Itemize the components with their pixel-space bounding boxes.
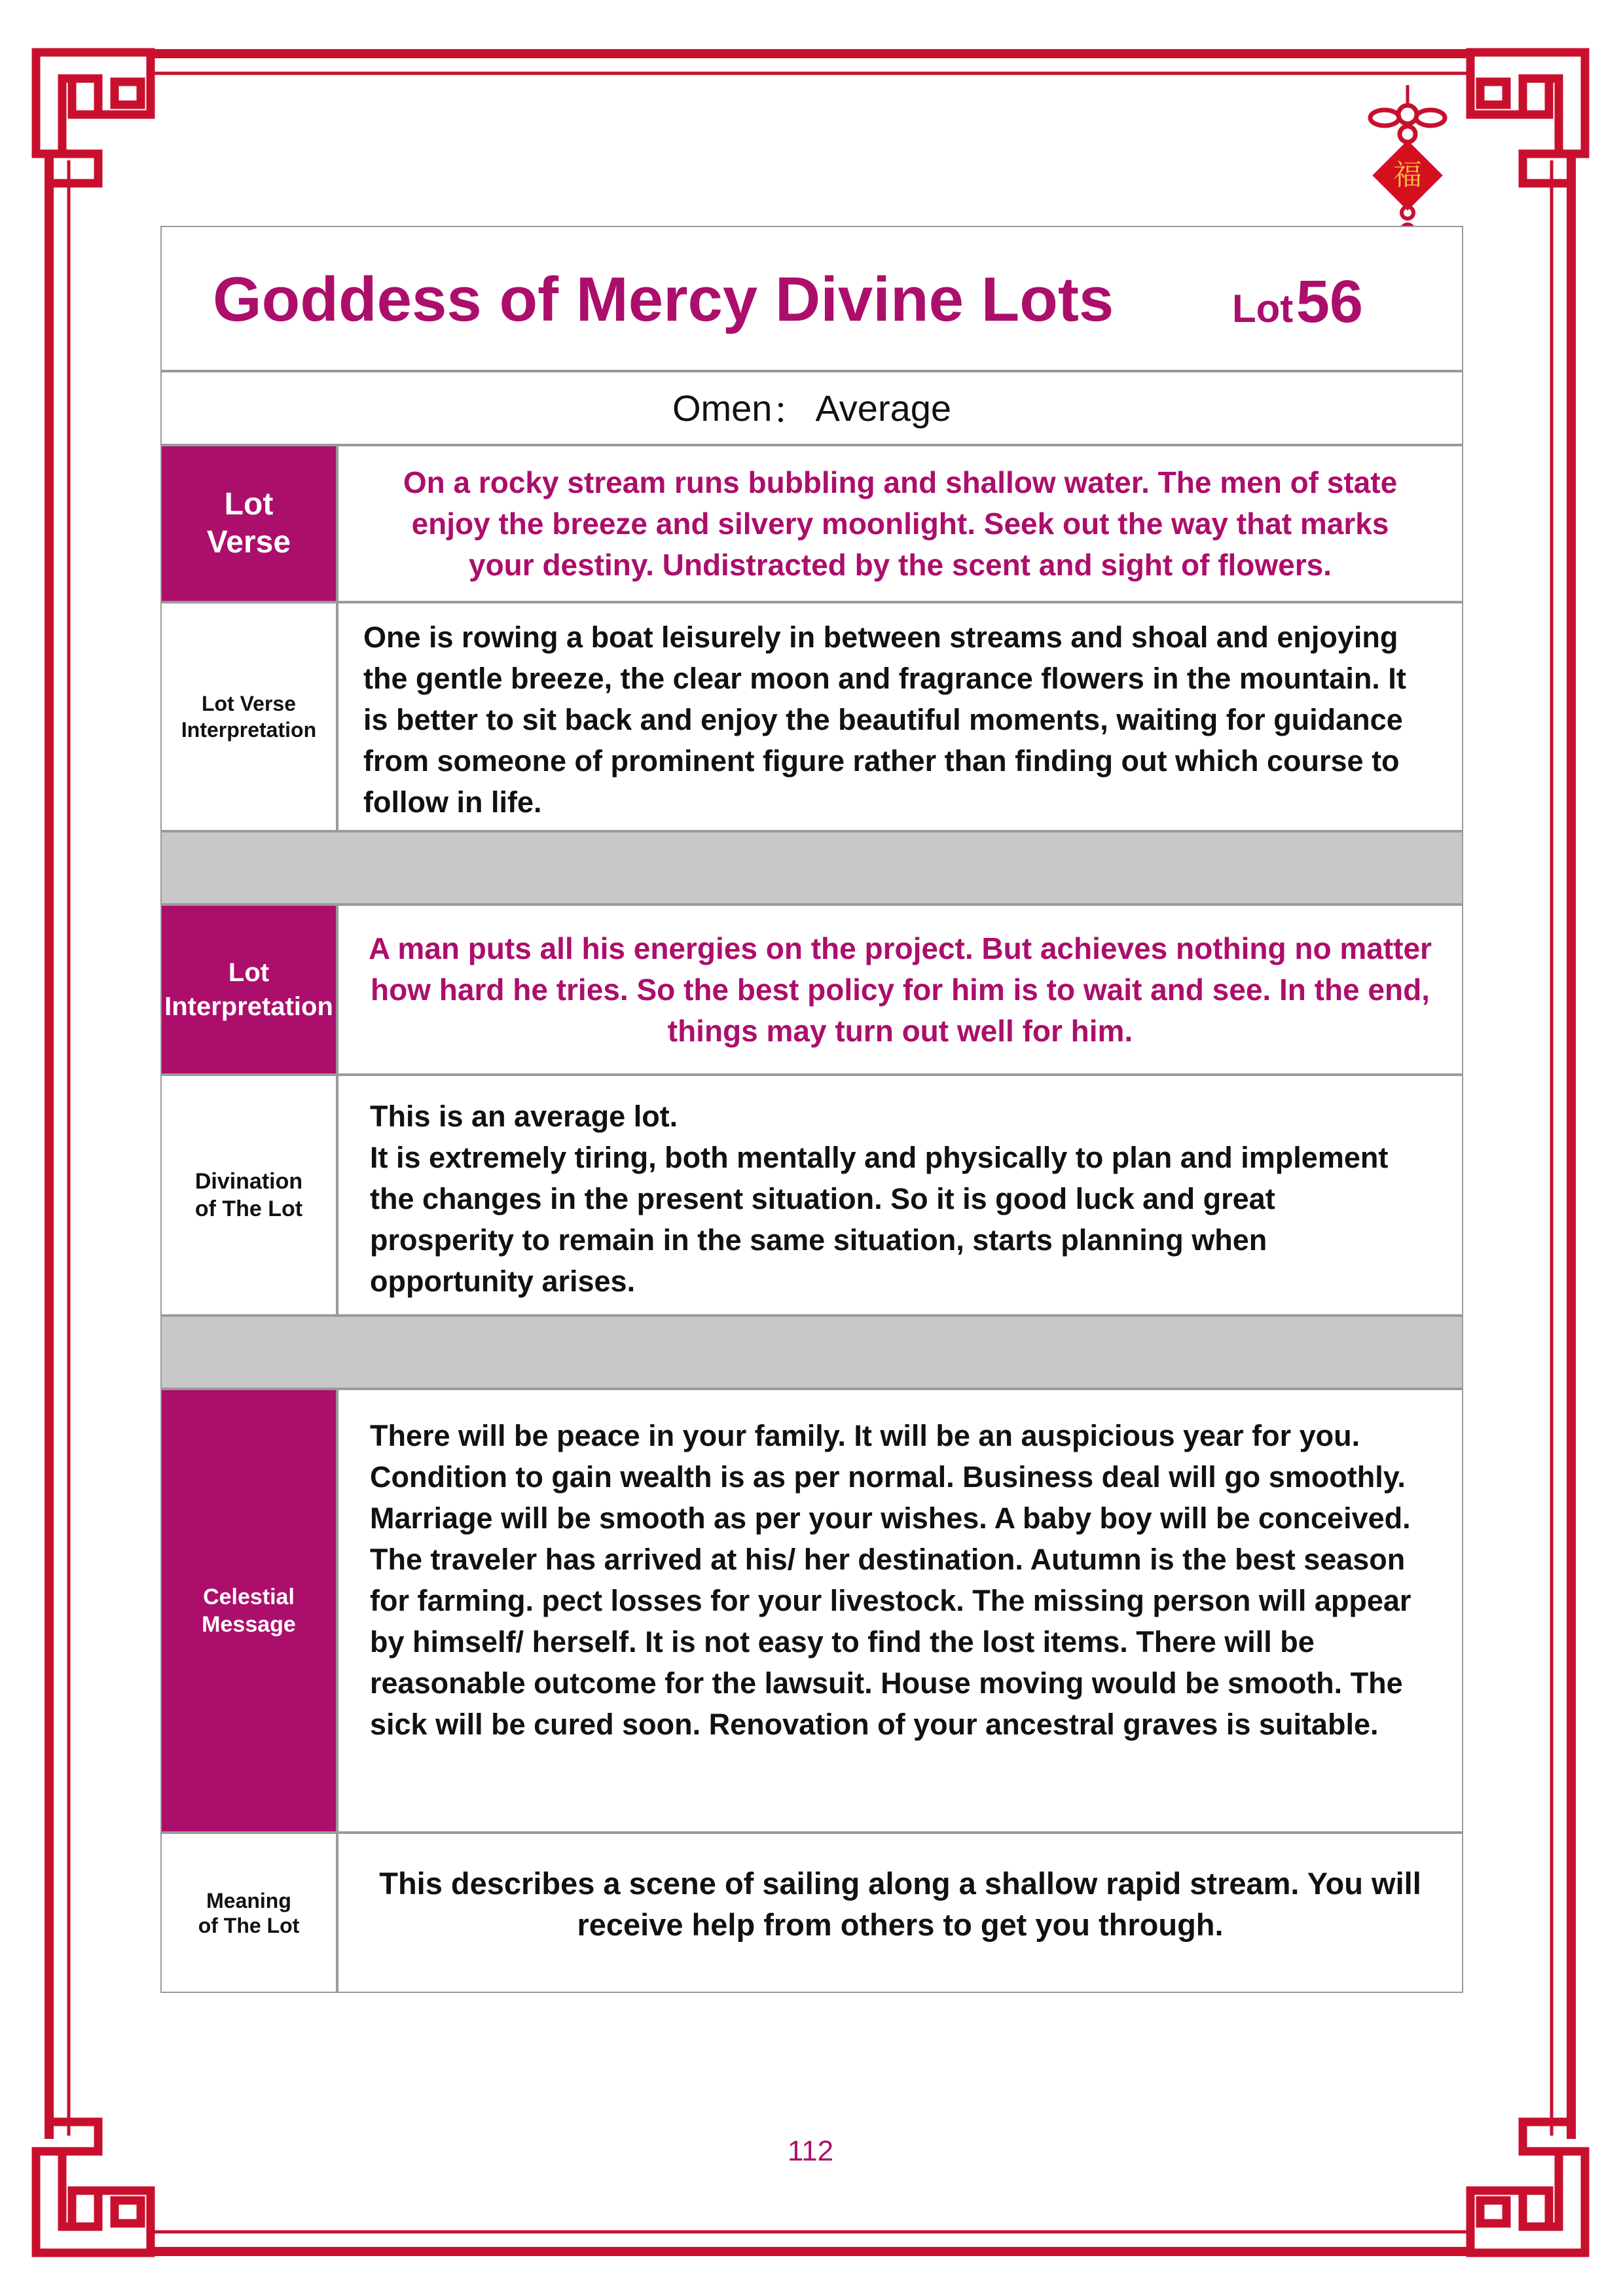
lvi-text-body: One is rowing a boat leisurely in between streams and shoal and enjoying the gentle breeze, the clear moon and fragrance flowers in the mountain. It is better to sit back and enjoy the beautiful moments, waiting for guidance from someone of prominent figure rather than finding out which course to follow in life. — [363, 620, 1406, 819]
meaning-label-line2: of The Lot — [198, 1913, 300, 1937]
title-row — [160, 226, 1463, 371]
meaning-label-line1: Meaning — [206, 1888, 291, 1912]
meaning-text-body: This describes a scene of sailing along a shallow rapid stream. You will receive help from others to get you through. — [379, 1866, 1421, 1942]
divination-body: It is extremely tiring, both mentally and physically to plan and implement the changes in the present situation. So it is good luck and great prosperity to remain in the same situation, starts planning when opportunity arises. — [370, 1141, 1389, 1298]
divination-label — [160, 1075, 337, 1316]
cm-label-line1: Celestial — [203, 1585, 295, 1609]
page-number: 112 — [787, 2135, 834, 2167]
omen-value: Average — [815, 387, 952, 429]
section-divider-2 — [160, 1316, 1463, 1389]
li-text-body: A man puts all his energies on the project. But achieves nothing no matter how hard he tries. So the best policy for him is to wait and see. In the end, things may turn out well for him. — [369, 931, 1432, 1048]
lot-verse-interpretation-text — [337, 602, 1463, 831]
lot-verse-interpretation-label — [160, 602, 337, 831]
celestial-message-text — [337, 1389, 1463, 1833]
lot-table — [160, 226, 1463, 1993]
omen-row — [160, 371, 1463, 445]
lot-label: Lot — [1232, 287, 1294, 331]
lvi-label-line2: Interpretation — [181, 718, 317, 742]
omen-label: Omen — [672, 387, 773, 429]
omen-separator: ： — [772, 389, 809, 431]
lot-verse-label — [160, 445, 337, 602]
divination-text — [337, 1075, 1463, 1316]
lvi-label-line1: Lot Verse — [201, 692, 297, 715]
lot-interpretation-text — [337, 905, 1463, 1075]
meaning-text — [337, 1833, 1463, 1993]
lot-interpretation-label — [160, 905, 337, 1075]
cm-text-body: There will be peace in your family. It will be an auspicious year for you. Condition to gain wealth is as per normal. Business deal will go smoothly. Marriage will be smooth as per your wishes. A baby boy will be conceived. The traveler has arrived at his/ her destination. Autumn is the best season for farming. pect losses for your livestock. The missing person will appear by himself/ herself. It is not easy to find the lost items. There will be reasonable outcome for the lawsuit. House moving would be smooth. The sick will be cured soon. Renovation of your ancestral graves is suitable. — [370, 1419, 1412, 1741]
lot-verse-label-line2: Verse — [206, 525, 291, 560]
li-label-line2: Interpretation — [164, 992, 333, 1021]
meaning-label — [160, 1833, 337, 1993]
div-label-line1: Divination — [194, 1169, 303, 1194]
li-label-line1: Lot — [228, 958, 270, 987]
page-title: Goddess of Mercy Divine Lots — [213, 264, 1114, 334]
divination-first-line: This is an average lot. — [370, 1100, 678, 1133]
lot-verse-text-body: On a rocky stream runs bubbling and shallow water. The men of state enjoy the breeze and silvery moonlight. Seek out the way that marks your destiny. Undistracted by the scent and sight of flowers. — [403, 465, 1398, 582]
fu-character: 福 — [1393, 158, 1422, 192]
lot-number-group — [1232, 268, 1363, 336]
cm-label-line2: Message — [202, 1612, 296, 1637]
lot-verse-text — [337, 445, 1463, 602]
celestial-message-label — [160, 1389, 337, 1833]
div-label-line2: of The Lot — [194, 1196, 303, 1221]
lot-verse-label-line1: Lot — [224, 487, 274, 522]
lot-number: 56 — [1296, 268, 1364, 335]
section-divider-1 — [160, 831, 1463, 905]
